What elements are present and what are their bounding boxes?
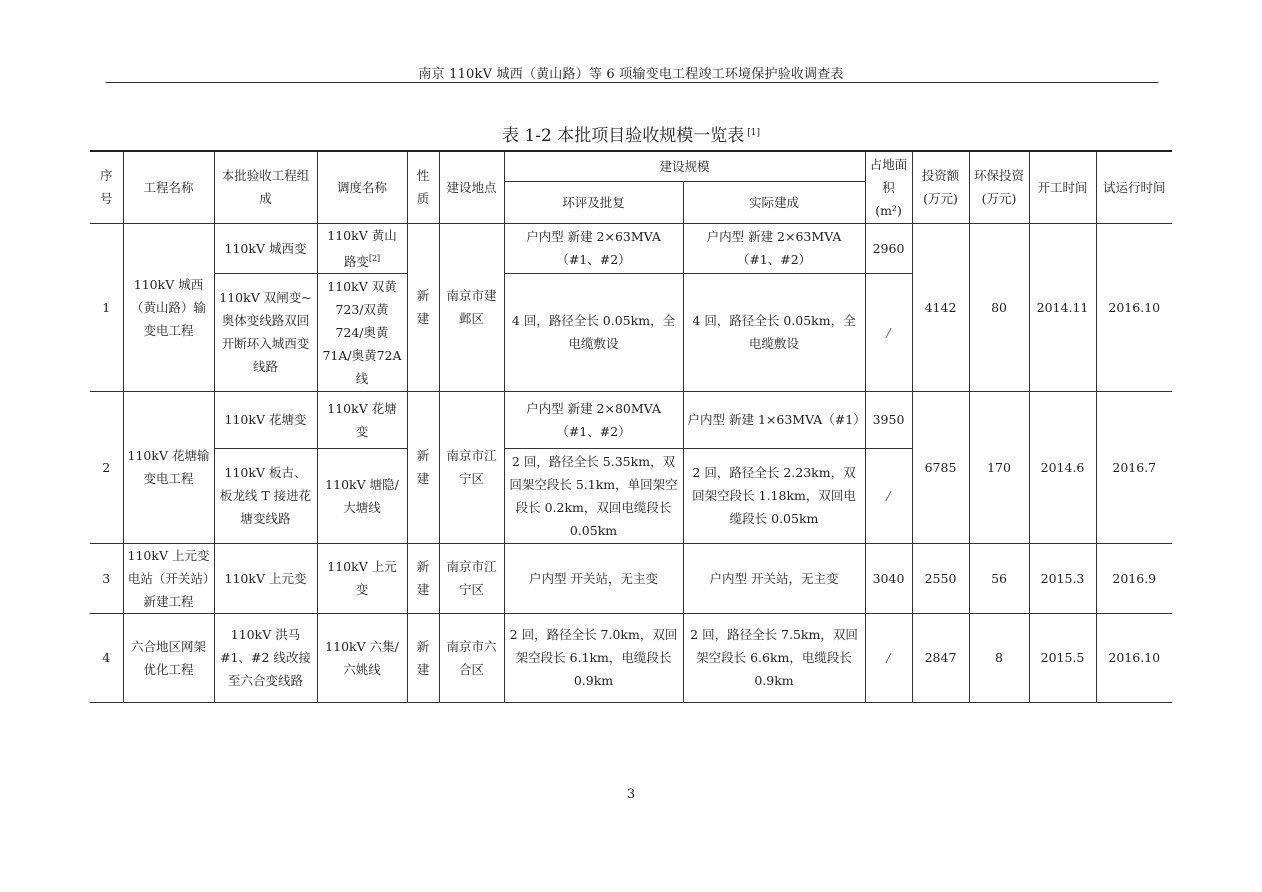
cell-trial: 2016.10	[1096, 223, 1172, 391]
page-number: 3	[626, 787, 636, 802]
col-header-env-invest: 环保投资(万元)	[969, 151, 1029, 223]
col-header-location: 建设地点	[439, 151, 504, 223]
cell-location: 南京市江宁区	[439, 391, 504, 543]
cell-investment: 2847	[912, 613, 969, 702]
cell-scale-actual: 4 回，路径全长 0.05km，全电缆敷设	[683, 273, 865, 391]
cell-start: 2015.3	[1029, 543, 1096, 613]
cell-location: 南京市江宁区	[439, 543, 504, 613]
col-header-scale: 建设规模	[504, 151, 865, 181]
cell-scale-eia: 户内型 新建 2×80MVA（#1、#2）	[504, 391, 683, 448]
cell-investment: 2550	[912, 543, 969, 613]
header-rule	[106, 82, 1158, 83]
cell-investment: 6785	[912, 391, 969, 543]
cell-env-invest: 56	[969, 543, 1029, 613]
col-header-scale-eia: 环评及批复	[504, 181, 683, 223]
document-header-title: 南京 110kV 城西（黄山路）等 6 项输变电工程竣工环境保护验收调查表	[418, 67, 844, 82]
table-caption-text: 表 1-2 本批项目验收规模一览表	[502, 126, 745, 146]
cell-scale-actual: 户内型 新建 1×63MVA（#1）	[683, 391, 865, 448]
cell-nature: 新建	[407, 223, 439, 391]
cell-dispatch: 110kV 花塘变	[317, 391, 407, 448]
cell-composition: 110kV 双闸变~奥体变线路双回开断环入城西变线路	[214, 273, 317, 391]
table-row	[90, 543, 1172, 613]
cell-composition: 110kV 花塘变	[214, 391, 317, 448]
cell-area: /	[865, 273, 912, 391]
cell-name: 110kV 城西（黄山路）输变电工程	[123, 223, 214, 391]
cell-dispatch	[317, 223, 407, 273]
cell-scale-eia: 2 回，路径全长 5.35km，双回架空段长 5.1km，单回架空段长 0.2km，双回电缆段长 0.05km	[504, 448, 683, 543]
col-header-trial: 试运行时间	[1096, 151, 1172, 223]
cell-location: 南京市六合区	[439, 613, 504, 702]
col-header-start: 开工时间	[1029, 151, 1096, 223]
cell-nature: 新建	[407, 543, 439, 613]
cell-scale-actual: 2 回，路径全长 7.5km，双回架空段长 6.6km，电缆段长 0.9km	[683, 613, 865, 702]
cell-trial: 2016.10	[1096, 613, 1172, 702]
cell-nature: 新建	[407, 613, 439, 702]
col-header-name: 工程名称	[123, 151, 214, 223]
cell-area: 2960	[865, 223, 912, 273]
cell-scale-actual: 户内型 新建 2×63MVA（#1、#2）	[683, 223, 865, 273]
cell-dispatch: 110kV 上元变	[317, 543, 407, 613]
cell-area: /	[865, 448, 912, 543]
cell-composition: 110kV 板古、板龙线 T 接进花塘变线路	[214, 448, 317, 543]
cell-env-invest: 8	[969, 613, 1029, 702]
cell-seq: 2	[90, 391, 123, 543]
cell-name: 110kV 上元变电站（开关站）新建工程	[123, 543, 214, 613]
col-header-dispatch: 调度名称	[317, 151, 407, 223]
cell-name: 110kV 花塘输变电工程	[123, 391, 214, 543]
col-header-scale-actual: 实际建成	[683, 181, 865, 223]
table-caption-ref: [1]	[747, 128, 760, 138]
cell-env-invest: 170	[969, 391, 1029, 543]
acceptance-scale-table	[90, 150, 1172, 703]
cell-dispatch: 110kV 塘隐/大塘线	[317, 448, 407, 543]
cell-env-invest: 80	[969, 223, 1029, 391]
cell-seq: 4	[90, 613, 123, 702]
cell-scale-actual: 2 回，路径全长 2.23km，双回架空段长 1.18km，双回电缆段长 0.05km	[683, 448, 865, 543]
cell-trial: 2016.9	[1096, 543, 1172, 613]
cell-scale-eia: 4 回，路径全长 0.05km，全电缆敷设	[504, 273, 683, 391]
cell-scale-actual: 户内型 开关站，无主变	[683, 543, 865, 613]
cell-nature: 新建	[407, 391, 439, 543]
cell-dispatch: 110kV 双黄723/双黄724/奥黄71A/奥黄72A 线	[317, 273, 407, 391]
cell-trial: 2016.7	[1096, 391, 1172, 543]
cell-area: 3040	[865, 543, 912, 613]
cell-dispatch: 110kV 六集/六姚线	[317, 613, 407, 702]
cell-seq: 1	[90, 223, 123, 391]
col-header-composition: 本批验收工程组成	[214, 151, 317, 223]
cell-scale-eia: 2 回，路径全长 7.0km，双回架空段长 6.1km，电缆段长 0.9km	[504, 613, 683, 702]
table-caption	[0, 121, 1262, 146]
cell-composition: 110kV 城西变	[214, 223, 317, 273]
col-header-nature: 性质	[407, 151, 439, 223]
table-row	[90, 613, 1172, 702]
cell-investment: 4142	[912, 223, 969, 391]
cell-area: /	[865, 613, 912, 702]
cell-scale-eia: 户内型 开关站，无主变	[504, 543, 683, 613]
cell-start: 2014.6	[1029, 391, 1096, 543]
cell-start: 2015.5	[1029, 613, 1096, 702]
cell-composition: 110kV 上元变	[214, 543, 317, 613]
cell-location: 南京市建邺区	[439, 223, 504, 391]
table-row	[90, 391, 1172, 448]
cell-composition: 110kV 洪马#1、#2 线改接至六合变线路	[214, 613, 317, 702]
cell-start: 2014.11	[1029, 223, 1096, 391]
cell-scale-eia: 户内型 新建 2×63MVA（#1、#2）	[504, 223, 683, 273]
cell-name: 六合地区网架优化工程	[123, 613, 214, 702]
cell-area: 3950	[865, 391, 912, 448]
cell-dispatch-ref: [2]	[368, 253, 381, 263]
table-row	[90, 223, 1172, 273]
col-header-seq: 序号	[90, 151, 123, 223]
col-header-investment: 投资额(万元)	[912, 151, 969, 223]
table-header-row	[90, 151, 1172, 181]
cell-seq: 3	[90, 543, 123, 613]
cell-dispatch-text: 110kV 黄山路变	[327, 227, 397, 269]
col-header-area: 占地面积(m²)	[865, 151, 912, 223]
